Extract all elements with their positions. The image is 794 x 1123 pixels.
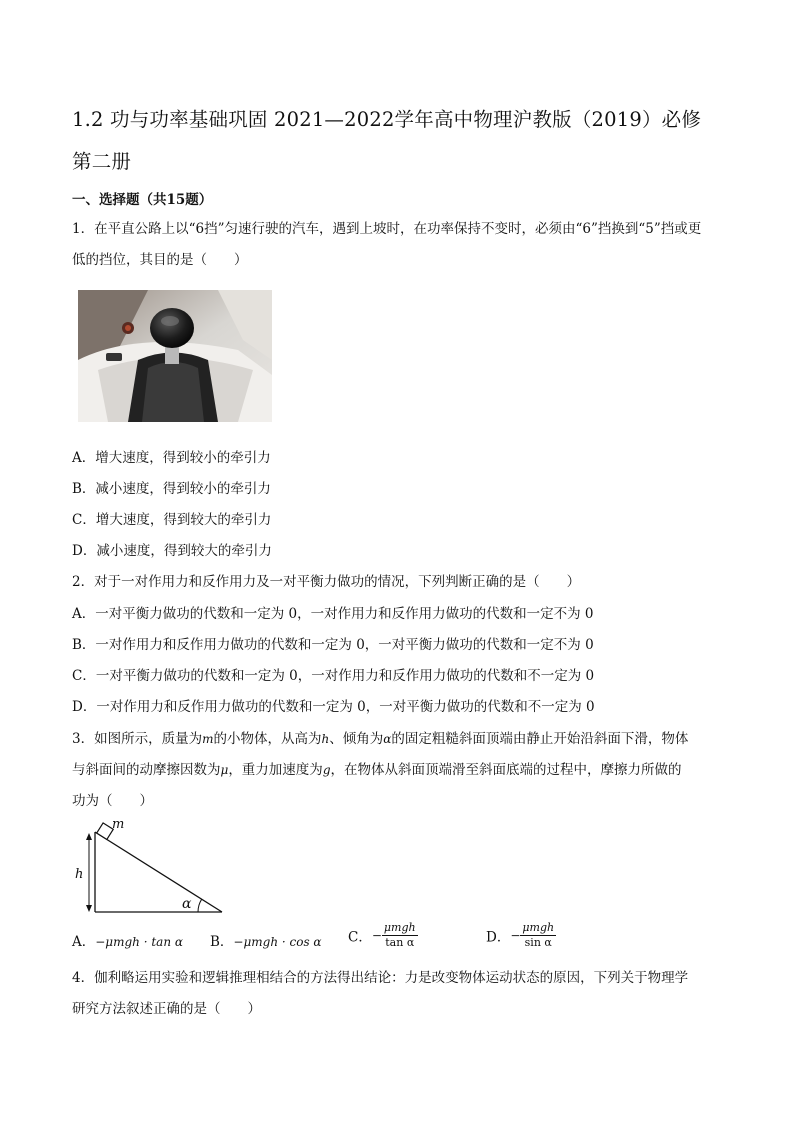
- height-arrow-up: [86, 833, 92, 840]
- question-1-line-2: 低的挡位，其目的是（ ）: [72, 252, 248, 268]
- q3-text: 的固定粗糙斜面顶端由静止开始沿斜面下滑，物体: [391, 731, 689, 747]
- option-d-label: D．: [486, 929, 511, 946]
- option-c-numerator: μmgh: [383, 921, 416, 934]
- option-d-numerator: μmgh: [522, 921, 555, 934]
- q3-text: ，重力加速度为: [228, 762, 323, 778]
- gear-shift-icon: [78, 290, 272, 422]
- question-3-line-1: [72, 727, 688, 747]
- option-c-label: C．: [348, 929, 372, 946]
- question-2-option-c: C．一对平衡力做功的代数和一定为 0，一对作用力和反作用力做功的代数和不一定为 0: [72, 668, 595, 684]
- question-3-option-b: [210, 930, 322, 950]
- question-3-option-a: [72, 930, 183, 950]
- option-b-expr: −μmgh · cos α: [233, 935, 322, 949]
- question-2-option-b: B．一对作用力和反作用力做功的代数和一定为 0，一对平衡力做功的代数和一定不为 0: [72, 637, 594, 653]
- document-title-line-1: 1.2 功与功率基础巩固 2021—2022学年高中物理沪教版（2019）必修: [72, 108, 702, 131]
- question-1-option-d: D．减小速度，得到较大的牵引力: [72, 543, 272, 559]
- question-3-option-c: [348, 921, 418, 950]
- question-4-line-1: 4．伽利略运用实验和逻辑推理相结合的方法得出结论：力是改变物体运动状态的原因，下列关于物理学: [72, 970, 689, 986]
- option-c-fraction: [382, 921, 418, 950]
- question-1-line-1: 1．在平直公路上以“6挡”匀速行驶的汽车，遇到上坡时，在功率保持不变时，必须由“6”挡换到“5”挡或更: [72, 221, 702, 237]
- angle-symbol: α: [383, 732, 392, 746]
- option-a-expr: −μmgh · tan α: [95, 935, 183, 949]
- q3-text: 的小物体，从高为: [213, 731, 322, 747]
- option-c-sign: −: [371, 928, 382, 943]
- mass-symbol: m: [202, 732, 214, 746]
- question-1-option-b: B．减小速度，得到较小的牵引力: [72, 481, 271, 497]
- height-symbol: h: [321, 732, 330, 746]
- question-2-option-a: A．一对平衡力做功的代数和一定为 0，一对作用力和反作用力做功的代数和一定不为 0: [72, 606, 594, 622]
- label-h: h: [75, 867, 84, 882]
- question-2-stem: 2．对于一对作用力和反作用力及一对平衡力做功的情况，下列判断正确的是（ ）: [72, 574, 581, 590]
- q3-text: 与斜面间的动摩擦因数为: [72, 762, 221, 778]
- incline-slope: [95, 832, 222, 912]
- question-3-line-2: [72, 758, 682, 778]
- question-4-line-2: 研究方法叙述正确的是（ ）: [72, 1001, 261, 1017]
- option-d-fraction: [520, 921, 556, 950]
- q3-text: ，在物体从斜面顶端滑至斜面底端的过程中，摩擦力所做的: [330, 762, 682, 778]
- label-m: m: [112, 817, 125, 832]
- option-b-label: B．: [210, 934, 234, 950]
- question-1-option-c: C．增大速度，得到较大的牵引力: [72, 512, 272, 528]
- question-3-line-3: 功为（ ）: [72, 793, 153, 809]
- section-heading: 一、选择题（共15题）: [72, 192, 213, 208]
- g-symbol: g: [322, 763, 331, 777]
- incline-diagram: [70, 812, 230, 920]
- question-3-option-d: [486, 921, 556, 950]
- q3-text: 3．如图所示，质量为: [72, 731, 203, 747]
- label-alpha: α: [182, 896, 192, 912]
- mu-symbol: μ: [220, 763, 229, 777]
- gear-shift-photo: [78, 290, 272, 422]
- option-d-sign: −: [510, 928, 521, 943]
- question-2-option-d: D．一对作用力和反作用力做功的代数和一定为 0，一对平衡力做功的代数和不一定为 0: [72, 699, 595, 715]
- height-arrow-down: [86, 905, 92, 912]
- question-1-option-a: A．增大速度，得到较小的牵引力: [72, 450, 271, 466]
- block: [97, 823, 114, 840]
- q3-text: 、倾角为: [329, 731, 384, 747]
- document-title-line-2: 第二册: [72, 150, 132, 173]
- angle-arc: [198, 899, 202, 912]
- option-a-label: A．: [72, 934, 96, 950]
- option-d-denominator: sin α: [524, 936, 552, 949]
- option-c-denominator: tan α: [385, 936, 415, 949]
